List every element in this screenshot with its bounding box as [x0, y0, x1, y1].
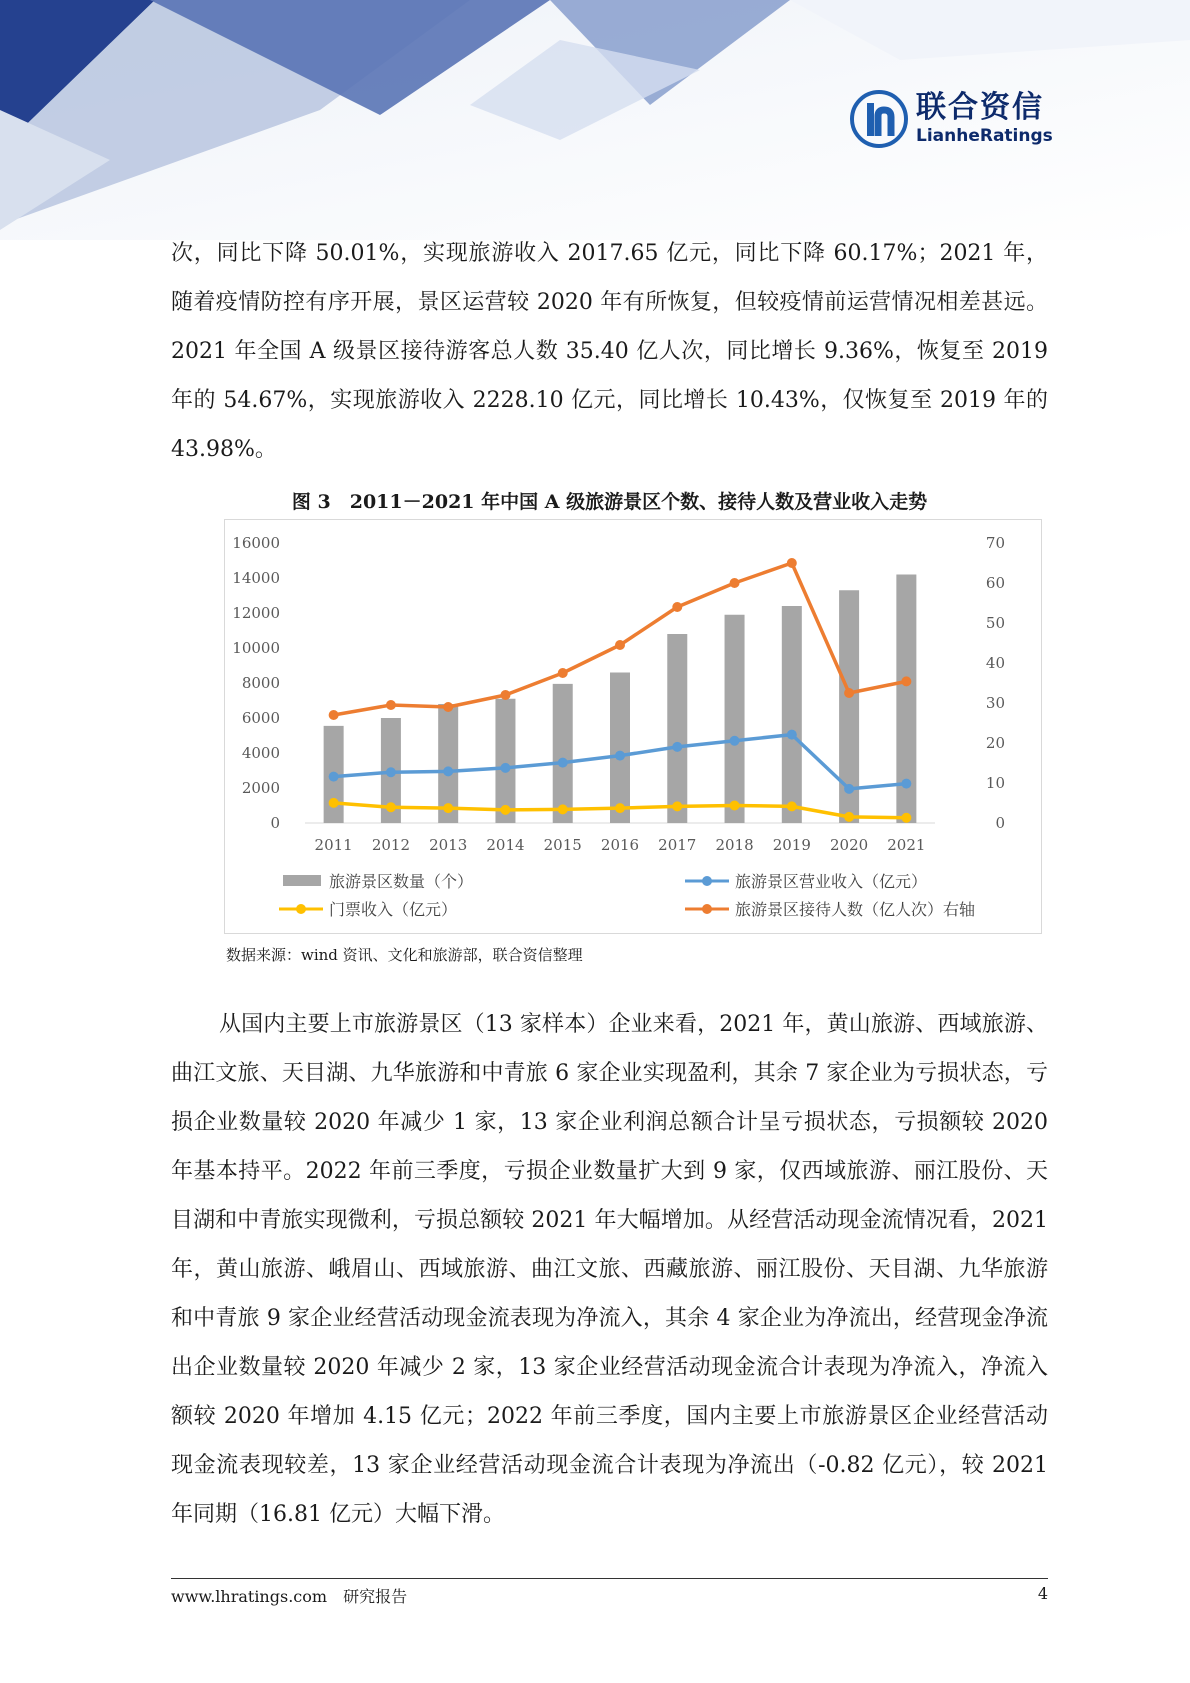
bar-scenic-count-2014	[495, 699, 515, 823]
left-axis-tick-label: 2000	[241, 779, 280, 797]
series-point-2-2020	[844, 812, 854, 822]
series-point-2-2021	[901, 813, 911, 823]
lianhe-logo-icon	[850, 90, 908, 148]
series-point-1-2017	[672, 742, 682, 752]
series-point-1-2018	[730, 736, 740, 746]
x-axis-tick-label: 2012	[371, 836, 411, 854]
x-axis-tick-label: 2016	[600, 836, 640, 854]
series-point-2-2017	[672, 801, 682, 811]
logo-name-en: LianheRatings	[916, 126, 1053, 146]
figure-title: 图 3 2011－2021 年中国 A 级旅游景区个数、接待人数及营业收入走势	[291, 491, 928, 513]
series-point-1-2016	[615, 751, 625, 761]
footer-site	[171, 1584, 407, 1607]
x-axis-tick-label: 2014	[486, 836, 525, 854]
footer-url[interactable]: www.lhratings.com	[171, 1587, 328, 1606]
page-number: 4	[1037, 1584, 1048, 1603]
series-point-3-2015	[558, 668, 568, 678]
right-axis-tick-label: 20	[985, 734, 1005, 752]
right-axis-tick-label: 50	[985, 614, 1005, 632]
footer-divider	[171, 1578, 1048, 1579]
bar-scenic-count-2018	[725, 615, 745, 823]
chart-container	[224, 519, 1042, 934]
legend-swatch-marker-1	[702, 876, 712, 886]
body-paragraph-2: 从国内主要上市旅游景区（13 家样本）企业来看，2021 年，黄山旅游、西域旅游、曲江文旅、天目湖、九华旅游和中青旅 6 家企业实现盈利，其余 7 家企业为亏损状态，亏损企业数量较 2020 年减少 1 家，13 家企业利润总额合计呈亏损状态，亏损额较 2020 年基本持平。2022 年前三季度，亏损企业数量扩大到 9 家，仅西域旅游、丽江股份、天目湖和中青旅实现微利，亏损总额较 2021 年大幅增加。从经营活动现金流情况看，2021 年，黄山旅游、峨眉山、西域旅游、曲江文旅、西藏旅游、丽江股份、天目湖、九华旅游和中青旅 9 家企业经营活动现金流表现为净流入，其余 4 家企业为净流出，经营现金净流出企业数量较 2020 年减少 2 家，13 家企业经营活动现金流合计表现为净流入，净流入额较 2020 年增加 4.15 亿元；2022 年前三季度，国内主要上市旅游景区企业经营活动现金流表现较差，13 家企业经营活动现金流合计表现为净流出（-0.82 亿元），较 2021 年同期（16.81 亿元）大幅下滑。	[171, 1012, 1048, 1527]
series-point-2-2013	[443, 803, 453, 813]
left-axis-tick-label: 6000	[241, 709, 280, 727]
series-point-1-2013	[443, 766, 453, 776]
series-point-3-2016	[615, 640, 625, 650]
series-point-3-2012	[386, 700, 396, 710]
series-point-3-2018	[730, 578, 740, 588]
x-axis-tick-label: 2015	[543, 836, 582, 854]
series-point-3-2021	[901, 676, 911, 686]
figure-source: 数据来源：wind 资讯、文化和旅游部，联合资信整理	[226, 946, 583, 964]
x-axis-tick-label: 2011	[314, 836, 353, 854]
series-point-1-2019	[787, 730, 797, 740]
legend-label-2: 门票收入（亿元）	[329, 900, 458, 919]
series-point-1-2012	[386, 767, 396, 777]
left-axis-tick-label: 10000	[232, 639, 280, 657]
series-point-2-2011	[329, 798, 339, 808]
series-point-1-2011	[329, 772, 339, 782]
legend-label-0: 旅游景区数量（个）	[329, 872, 474, 891]
x-axis-tick-label: 2020	[829, 836, 869, 854]
series-point-3-2013	[443, 702, 453, 712]
right-axis-tick-label: 60	[985, 574, 1005, 592]
combo-chart	[225, 520, 1043, 935]
body-paragraph-1: 次，同比下降 50.01%，实现旅游收入 2017.65 亿元，同比下降 60.17%；2021 年，随着疫情防控有序开展，景区运营较 2020 年有所恢复，但较疫情前运营情况相差甚远。2021 年全国 A 级景区接待游客总人数 35.40 亿人次，同比增长 9.36%，恢复至 2019 年的 54.67%，实现旅游收入 2228.10 亿元，同比增长 10.43%，仅恢复至 2019 年的 43.98%。	[171, 241, 1048, 462]
x-axis-tick-label: 2013	[429, 836, 468, 854]
bar-scenic-count-2016	[610, 673, 630, 824]
series-point-2-2018	[730, 801, 740, 811]
left-axis-tick-label: 4000	[241, 744, 280, 762]
series-point-2-2016	[615, 803, 625, 813]
series-point-3-2011	[329, 710, 339, 720]
series-point-2-2015	[558, 804, 568, 814]
series-point-3-2014	[500, 690, 510, 700]
right-axis-tick-label: 0	[995, 814, 1005, 832]
x-axis-tick-label: 2021	[887, 836, 926, 854]
series-point-3-2020	[844, 688, 854, 698]
x-axis-tick-label: 2019	[772, 836, 811, 854]
left-axis-tick-label: 0	[270, 814, 280, 832]
right-axis-tick-label: 30	[985, 694, 1005, 712]
bar-scenic-count-2015	[553, 684, 573, 823]
series-point-1-2015	[558, 758, 568, 768]
series-point-2-2012	[386, 802, 396, 812]
series-point-3-2019	[787, 558, 797, 568]
bar-scenic-count-2017	[667, 634, 687, 823]
legend-label-3: 旅游景区接待人数（亿人次）右轴	[735, 900, 976, 919]
left-axis-tick-label: 16000	[232, 534, 280, 552]
series-point-2-2019	[787, 801, 797, 811]
series-point-1-2014	[500, 763, 510, 773]
x-axis-tick-label: 2018	[715, 836, 754, 854]
right-axis-tick-label: 70	[985, 534, 1005, 552]
right-axis-tick-label: 40	[985, 654, 1005, 672]
left-axis-tick-label: 8000	[241, 674, 280, 692]
logo-name-cn: 联合资信	[916, 90, 1044, 125]
company-logo	[850, 90, 1053, 148]
x-axis-tick-label: 2017	[658, 836, 697, 854]
footer-label: 研究报告	[343, 1587, 408, 1606]
right-axis-tick-label: 10	[985, 774, 1005, 792]
series-point-1-2020	[844, 784, 854, 794]
series-point-1-2021	[901, 779, 911, 789]
bar-scenic-count-2019	[782, 606, 802, 823]
legend-swatch-bar	[283, 875, 321, 886]
legend-label-1: 旅游景区营业收入（亿元）	[735, 872, 928, 891]
legend-swatch-marker-2	[296, 904, 306, 914]
left-axis-tick-label: 12000	[232, 604, 280, 622]
left-axis-tick-label: 14000	[232, 569, 280, 587]
series-point-3-2017	[672, 602, 682, 612]
series-point-2-2014	[500, 805, 510, 815]
legend-swatch-marker-3	[702, 904, 712, 914]
